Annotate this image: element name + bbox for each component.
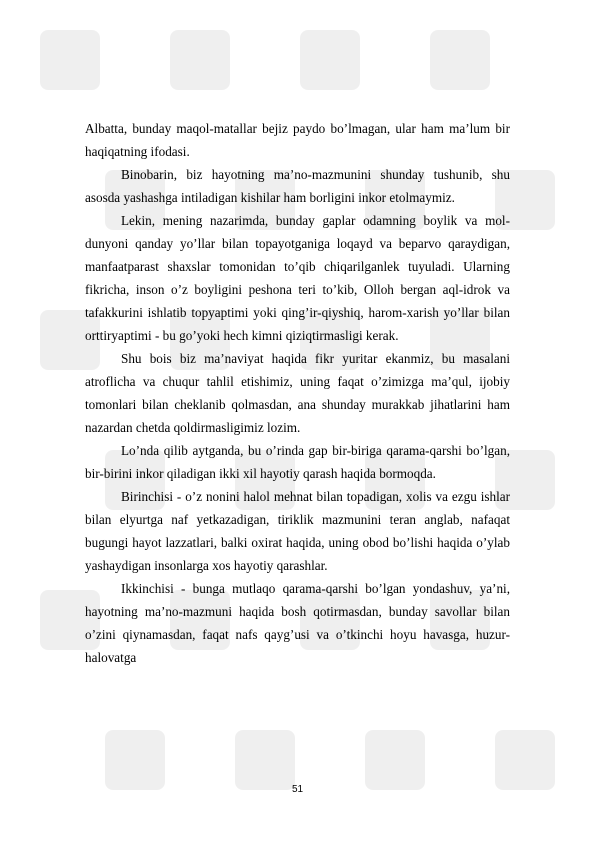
paragraph-4: Shu bois biz ma’naviyat haqida fikr yuritar ekanmiz, bu masalani atroflicha va chuqur tahlil etishimiz, uning faqat o’zimizga ma’qul, ijobiy tomonlari bilan cheklanib qolmasdan, ana shunday murakkab jihatlarini ham nazardan chetda qoldirmasligimiz lozim. xyxy=(85,351,510,435)
paragraph-5: Lo’nda qilib aytganda, bu o’rinda gap bir-biriga qarama-qarshi bo’lgan, bir-birini inkor qiladigan ikki xil hayotiy qarash haqida bormoqda. xyxy=(85,443,510,481)
paragraph-6: Birinchisi - o’z nonini halol mehnat bilan topadigan, xolis va ezgu ishlar bilan elyurtga naf yetkazadigan, tiriklik mazmunini teran anglab, nafaqat bugungi hayot lazzatlari, balki oxirat haqida, uning obod bo’lishi haqida o’ylab yashaydigan insonlarga xos hayotiy qarashlar. xyxy=(85,489,510,573)
paragraph-3: Lekin, mening nazarimda, bunday gaplar odamning boylik va mol-dunyoni qanday yo’llar bilan topayotganiga loqayd va beparvo qaraydigan, manfaatparast shaxslar tomonidan to’qib chiqarilganlek tuyuladi. Ularning fikricha, inson o’z boyligini peshona teri to’kib, Olloh bergan aql-idrok va tafakkurini ishlatib topyaptimi yoki qing’ir-qiyshiq, harom-xarish yo’llar bilan orttiryaptimi - bu go’yoki hech kimni qiziqtirmasligi kerak. xyxy=(85,213,510,343)
paragraph-1: Albatta, bunday maqol-matallar bejiz paydo bo’lmagan, ular ham ma’lum bir haqiqatning ifodasi. xyxy=(85,121,510,159)
document-body xyxy=(85,117,510,669)
page-number: 51 xyxy=(291,784,304,795)
paragraph-7: Ikkinchisi - bunga mutlaqo qarama-qarshi bo’lgan yondashuv, ya’ni, hayotning ma’no-mazmuni haqida bosh qotirmasdan, bunday savollar bilan o’zini qiynamasdan, faqat nafs qayg’usi va o’tkinchi hoyu havasga, huzur-halovatga xyxy=(85,581,510,665)
paragraph-2: Binobarin, biz hayotning ma’no-mazmunini shunday tushunib, shu asosda yashashga intiladigan kishilar ham borligini inkor etolmaymiz. xyxy=(85,167,510,205)
